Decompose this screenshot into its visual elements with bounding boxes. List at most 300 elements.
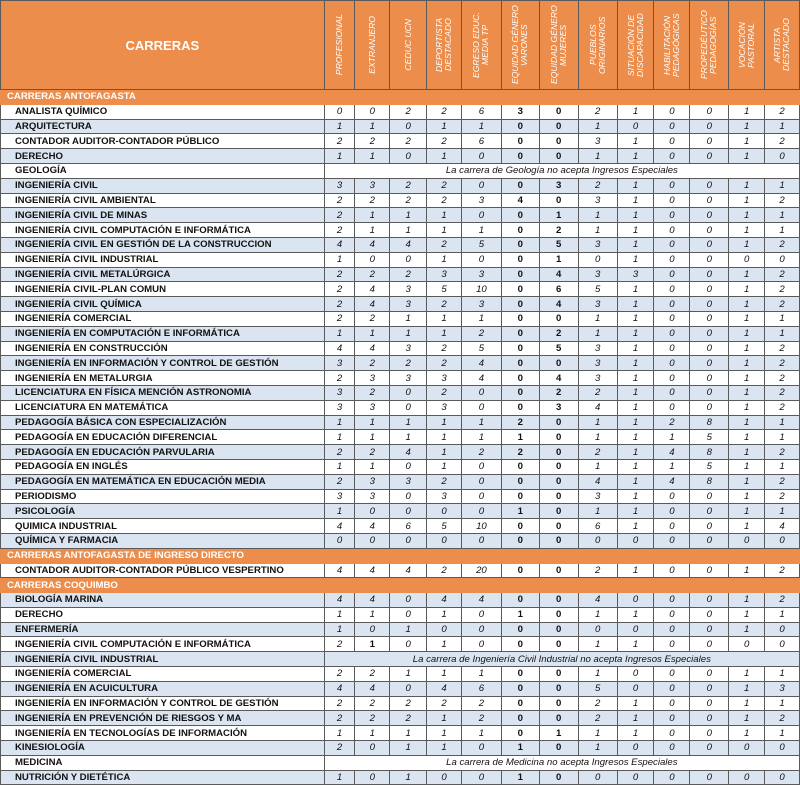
table-cell: 0 xyxy=(729,533,765,548)
table-cell: 6 xyxy=(390,519,427,534)
table-cell: 1 xyxy=(729,504,765,519)
table-cell: 0 xyxy=(501,237,539,252)
table-cell: 0 xyxy=(729,637,765,652)
table-cell: 1 xyxy=(654,430,690,445)
career-name: INGENIERÍA CIVIL COMPUTACIÓN E INFORMÁTICA xyxy=(1,223,325,238)
careers-header: CARRERAS xyxy=(1,1,325,90)
table-cell: 2 xyxy=(324,696,355,711)
table-cell: 0 xyxy=(461,149,501,164)
table-cell: 0 xyxy=(654,696,690,711)
table-cell: 1 xyxy=(427,667,462,682)
table-row xyxy=(1,622,800,637)
table-cell: 0 xyxy=(690,696,729,711)
table-cell: 2 xyxy=(324,267,355,282)
table-cell: 2 xyxy=(324,741,355,756)
table-row xyxy=(1,652,800,667)
table-cell: 1 xyxy=(729,622,765,637)
table-cell: 4 xyxy=(539,371,578,386)
table-row xyxy=(1,770,800,785)
table-cell: 2 xyxy=(427,193,462,208)
table-cell: 1 xyxy=(729,326,765,341)
table-cell: 0 xyxy=(501,311,539,326)
table-cell: 1 xyxy=(501,741,539,756)
career-name: PERIODISMO xyxy=(1,489,325,504)
table-cell: 1 xyxy=(729,696,765,711)
table-cell: 1 xyxy=(617,400,654,415)
table-cell: 0 xyxy=(539,607,578,622)
table-cell: 1 xyxy=(729,474,765,489)
table-cell: 0 xyxy=(501,297,539,312)
table-cell: 0 xyxy=(690,667,729,682)
table-cell: 1 xyxy=(617,282,654,297)
table-cell: 2 xyxy=(765,563,800,578)
table-cell: 1 xyxy=(578,149,617,164)
career-name: ARQUITECTURA xyxy=(1,119,325,134)
table-cell: 1 xyxy=(390,223,427,238)
table-cell: 2 xyxy=(427,356,462,371)
table-cell: 3 xyxy=(617,267,654,282)
table-row xyxy=(1,371,800,386)
table-cell: 0 xyxy=(654,208,690,223)
table-cell: 0 xyxy=(654,519,690,534)
table-cell: 2 xyxy=(765,104,800,119)
table-cell: 1 xyxy=(461,223,501,238)
table-row xyxy=(1,223,800,238)
table-cell: 0 xyxy=(501,593,539,608)
table-cell: 0 xyxy=(617,622,654,637)
table-cell: 1 xyxy=(617,341,654,356)
table-cell: 2 xyxy=(427,341,462,356)
table-cell: 3 xyxy=(427,400,462,415)
table-cell: 2 xyxy=(390,356,427,371)
table-cell: 0 xyxy=(427,770,462,785)
table-cell: 3 xyxy=(324,385,355,400)
table-cell: 2 xyxy=(355,696,390,711)
table-cell: 3 xyxy=(355,178,390,193)
table-cell: 2 xyxy=(324,193,355,208)
table-cell: 3 xyxy=(578,237,617,252)
table-cell: 0 xyxy=(690,622,729,637)
career-name: INGENIERÍA EN PREVENCIÓN DE RIESGOS Y MA xyxy=(1,711,325,726)
table-cell: 1 xyxy=(390,208,427,223)
table-cell: 1 xyxy=(765,459,800,474)
table-cell: 3 xyxy=(324,356,355,371)
table-cell: 2 xyxy=(578,563,617,578)
table-cell: 0 xyxy=(539,459,578,474)
table-cell: 5 xyxy=(461,341,501,356)
table-cell: 1 xyxy=(765,311,800,326)
table-cell: 1 xyxy=(390,726,427,741)
career-name: PEDAGOGÍA EN INGLÉS xyxy=(1,459,325,474)
table-cell: 0 xyxy=(690,607,729,622)
table-cell: 2 xyxy=(324,297,355,312)
table-cell: 3 xyxy=(539,178,578,193)
table-cell: 4 xyxy=(324,593,355,608)
career-name: PEDAGOGÍA EN EDUCACIÓN DIFERENCIAL xyxy=(1,430,325,445)
table-cell: 1 xyxy=(729,400,765,415)
table-cell: 3 xyxy=(578,371,617,386)
table-cell: 0 xyxy=(501,267,539,282)
table-cell: 0 xyxy=(539,104,578,119)
table-cell: 1 xyxy=(539,208,578,223)
career-name: INGENIERÍA EN ACUICULTURA xyxy=(1,681,325,696)
table-cell: 0 xyxy=(501,622,539,637)
career-name: INGENIERÍA CIVIL INDUSTRIAL xyxy=(1,252,325,267)
table-cell: 1 xyxy=(617,711,654,726)
table-cell: 0 xyxy=(690,134,729,149)
table-cell: 0 xyxy=(690,252,729,267)
table-cell: 0 xyxy=(765,741,800,756)
table-cell: 0 xyxy=(427,622,462,637)
table-cell: 1 xyxy=(539,252,578,267)
table-cell: 6 xyxy=(461,134,501,149)
table-cell: 1 xyxy=(765,696,800,711)
table-cell: 3 xyxy=(427,267,462,282)
table-cell: 2 xyxy=(461,696,501,711)
table-cell: 1 xyxy=(355,459,390,474)
table-cell: 2 xyxy=(765,134,800,149)
table-cell: 1 xyxy=(617,356,654,371)
table-cell: 0 xyxy=(501,371,539,386)
table-row xyxy=(1,755,800,770)
column-header-label: ARTISTA DESTACADO xyxy=(772,18,792,72)
table-cell: 4 xyxy=(578,400,617,415)
table-cell: 1 xyxy=(765,178,800,193)
table-cell: 0 xyxy=(461,385,501,400)
table-cell: 0 xyxy=(690,593,729,608)
table-cell: 3 xyxy=(355,400,390,415)
table-cell: 4 xyxy=(355,563,390,578)
column-header-label: PUEBLOS ORIGINARIOS xyxy=(587,16,607,74)
table-cell: 2 xyxy=(765,445,800,460)
career-name: INGENIERÍA CIVIL INDUSTRIAL xyxy=(1,652,325,667)
table-cell: 2 xyxy=(765,297,800,312)
table-cell: 1 xyxy=(617,445,654,460)
table-cell: 2 xyxy=(427,237,462,252)
column-header-label: PROPEDÉUTICO PEDAGOGÍAS xyxy=(699,10,719,80)
table-cell: 4 xyxy=(461,371,501,386)
career-name: INGENIERÍA CIVIL EN GESTIÓN DE LA CONSTRUCCION xyxy=(1,237,325,252)
table-cell: 0 xyxy=(765,637,800,652)
table-cell: 4 xyxy=(324,519,355,534)
table-cell: 0 xyxy=(501,459,539,474)
table-cell: 1 xyxy=(729,667,765,682)
career-note: La carrera de Geología no acepta Ingresos Especiales xyxy=(324,163,799,178)
table-cell: 1 xyxy=(578,459,617,474)
table-cell: 0 xyxy=(654,311,690,326)
table-cell: 0 xyxy=(765,533,800,548)
table-cell: 1 xyxy=(427,741,462,756)
table-cell: 4 xyxy=(390,563,427,578)
table-cell: 1 xyxy=(617,430,654,445)
career-name: QUÍMICA Y FARMACIA xyxy=(1,533,325,548)
table-cell: 0 xyxy=(501,208,539,223)
column-header-label: VOCACIÓN PASTORAL xyxy=(736,22,756,68)
table-cell: 1 xyxy=(765,726,800,741)
table-cell: 0 xyxy=(654,711,690,726)
table-cell: 0 xyxy=(461,208,501,223)
table-cell: 3 xyxy=(390,297,427,312)
table-cell: 2 xyxy=(539,326,578,341)
career-note: La carrera de Ingeniería Civil Industrial no acepta Ingresos Especiales xyxy=(324,652,799,667)
table-cell: 0 xyxy=(461,607,501,622)
table-cell: 4 xyxy=(539,267,578,282)
table-row xyxy=(1,178,800,193)
table-cell: 0 xyxy=(690,371,729,386)
career-name: INGENIERÍA EN METALURGIA xyxy=(1,371,325,386)
table-cell: 4 xyxy=(390,237,427,252)
table-cell: 0 xyxy=(461,504,501,519)
table-cell: 0 xyxy=(690,237,729,252)
table-cell: 1 xyxy=(427,208,462,223)
table-cell: 0 xyxy=(539,119,578,134)
table-cell: 1 xyxy=(501,504,539,519)
table-cell: 0 xyxy=(654,356,690,371)
table-cell: 1 xyxy=(427,726,462,741)
table-cell: 1 xyxy=(617,311,654,326)
table-cell: 1 xyxy=(461,667,501,682)
table-cell: 0 xyxy=(654,149,690,164)
career-name: INGENIERÍA CIVIL AMBIENTAL xyxy=(1,193,325,208)
column-header xyxy=(617,1,654,90)
table-cell: 1 xyxy=(578,667,617,682)
table-cell: 2 xyxy=(765,267,800,282)
table-cell: 0 xyxy=(617,741,654,756)
table-cell: 1 xyxy=(729,341,765,356)
table-cell: 0 xyxy=(539,563,578,578)
table-cell: 0 xyxy=(539,667,578,682)
career-name: INGENIERÍA EN CONSTRUCCIÓN xyxy=(1,341,325,356)
career-name: KINESIOLOGÍA xyxy=(1,741,325,756)
table-cell: 3 xyxy=(324,489,355,504)
career-name: INGENIERÍA EN INFORMACIÓN Y CONTROL DE GESTIÓN xyxy=(1,356,325,371)
table-cell: 1 xyxy=(501,430,539,445)
table-row xyxy=(1,134,800,149)
table-cell: 0 xyxy=(390,533,427,548)
table-cell: 0 xyxy=(690,326,729,341)
career-name: INGENIERÍA EN TECNOLOGÍAS DE INFORMACIÓN xyxy=(1,726,325,741)
table-cell: 2 xyxy=(390,104,427,119)
table-cell: 1 xyxy=(355,326,390,341)
table-cell: 2 xyxy=(765,385,800,400)
career-name: NUTRICIÓN Y DIETÉTICA xyxy=(1,770,325,785)
table-cell: 1 xyxy=(729,445,765,460)
table-body xyxy=(1,90,800,785)
column-header-label: EQUIDAD GÉNERO MUJERES xyxy=(548,5,568,85)
table-cell: 1 xyxy=(765,119,800,134)
table-cell: 0 xyxy=(539,741,578,756)
table-cell: 0 xyxy=(690,311,729,326)
table-cell: 1 xyxy=(324,770,355,785)
table-cell: 1 xyxy=(390,667,427,682)
table-row xyxy=(1,637,800,652)
career-name: QUIMICA INDUSTRIAL xyxy=(1,519,325,534)
table-cell: 2 xyxy=(390,696,427,711)
career-name: LICENCIATURA EN MATEMÁTICA xyxy=(1,400,325,415)
table-cell: 0 xyxy=(539,489,578,504)
section-row xyxy=(1,578,800,593)
table-cell: 2 xyxy=(765,371,800,386)
table-cell: 2 xyxy=(765,341,800,356)
table-cell: 0 xyxy=(539,311,578,326)
table-cell: 0 xyxy=(390,119,427,134)
table-cell: 0 xyxy=(690,519,729,534)
table-cell: 0 xyxy=(539,504,578,519)
table-cell: 2 xyxy=(324,474,355,489)
table-cell: 1 xyxy=(390,741,427,756)
table-cell: 0 xyxy=(501,726,539,741)
table-row xyxy=(1,237,800,252)
table-cell: 0 xyxy=(501,341,539,356)
table-cell: 1 xyxy=(729,726,765,741)
table-cell: 0 xyxy=(690,637,729,652)
career-name: INGENIERÍA EN COMPUTACIÓN E INFORMÁTICA xyxy=(1,326,325,341)
table-cell: 1 xyxy=(729,237,765,252)
table-cell: 0 xyxy=(355,252,390,267)
table-cell: 0 xyxy=(690,533,729,548)
table-row xyxy=(1,297,800,312)
table-cell: 0 xyxy=(654,489,690,504)
table-row xyxy=(1,267,800,282)
table-cell: 1 xyxy=(539,726,578,741)
table-cell: 0 xyxy=(390,681,427,696)
table-row xyxy=(1,193,800,208)
table-cell: 1 xyxy=(324,119,355,134)
table-cell: 2 xyxy=(324,667,355,682)
career-name: INGENIERÍA CIVIL METALÚRGICA xyxy=(1,267,325,282)
table-cell: 0 xyxy=(539,474,578,489)
table-cell: 1 xyxy=(390,311,427,326)
table-cell: 1 xyxy=(765,607,800,622)
table-row xyxy=(1,326,800,341)
table-cell: 0 xyxy=(690,178,729,193)
career-name: INGENIERÍA CIVIL-PLAN COMUN xyxy=(1,282,325,297)
table-cell: 0 xyxy=(654,385,690,400)
table-cell: 1 xyxy=(578,119,617,134)
table-cell: 0 xyxy=(390,607,427,622)
table-cell: 2 xyxy=(390,178,427,193)
table-cell: 8 xyxy=(690,415,729,430)
table-cell: 3 xyxy=(501,104,539,119)
table-cell: 1 xyxy=(578,223,617,238)
table-cell: 1 xyxy=(427,711,462,726)
table-row xyxy=(1,741,800,756)
table-cell: 1 xyxy=(765,208,800,223)
table-cell: 1 xyxy=(617,193,654,208)
table-cell: 1 xyxy=(729,593,765,608)
table-cell: 0 xyxy=(390,400,427,415)
table-cell: 2 xyxy=(578,178,617,193)
table-cell: 0 xyxy=(390,637,427,652)
table-cell: 0 xyxy=(654,667,690,682)
table-row xyxy=(1,430,800,445)
table-cell: 1 xyxy=(729,459,765,474)
table-cell: 0 xyxy=(501,326,539,341)
table-cell: 1 xyxy=(427,252,462,267)
career-name: CONTADOR AUDITOR-CONTADOR PÚBLICO VESPERTINO xyxy=(1,563,325,578)
table-cell: 2 xyxy=(324,637,355,652)
table-cell: 1 xyxy=(578,607,617,622)
table-cell: 0 xyxy=(654,741,690,756)
table-row xyxy=(1,489,800,504)
table-cell: 1 xyxy=(461,311,501,326)
table-cell: 1 xyxy=(617,208,654,223)
table-cell: 2 xyxy=(427,104,462,119)
table-cell: 5 xyxy=(427,282,462,297)
table-cell: 1 xyxy=(729,311,765,326)
column-header-label: EGRESO EDUC. MEDIA TP xyxy=(471,12,491,78)
table-row xyxy=(1,341,800,356)
table-cell: 2 xyxy=(427,134,462,149)
table-cell: 2 xyxy=(765,193,800,208)
table-cell: 3 xyxy=(578,356,617,371)
table-cell: 3 xyxy=(578,341,617,356)
table-cell: 0 xyxy=(578,533,617,548)
table-cell: 1 xyxy=(617,696,654,711)
table-cell: 1 xyxy=(324,415,355,430)
table-cell: 0 xyxy=(501,282,539,297)
table-cell: 1 xyxy=(617,474,654,489)
table-cell: 0 xyxy=(539,149,578,164)
table-cell: 0 xyxy=(461,741,501,756)
career-name: INGENIERÍA COMERCIAL xyxy=(1,667,325,682)
column-header xyxy=(355,1,390,90)
table-cell: 0 xyxy=(690,726,729,741)
table-cell: 5 xyxy=(578,282,617,297)
table-cell: 1 xyxy=(729,489,765,504)
table-cell: 0 xyxy=(690,208,729,223)
table-cell: 1 xyxy=(324,430,355,445)
table-cell: 0 xyxy=(390,459,427,474)
table-cell: 0 xyxy=(654,371,690,386)
table-cell: 10 xyxy=(461,519,501,534)
column-header-label: SITUACIÓN DE DISCAPACIDAD xyxy=(625,13,645,77)
table-cell: 0 xyxy=(539,770,578,785)
table-row xyxy=(1,445,800,460)
table-cell: 0 xyxy=(690,149,729,164)
section-label: CARRERAS ANTOFAGASTA DE INGRESO DIRECTO xyxy=(1,548,800,563)
column-header xyxy=(324,1,355,90)
table-cell: 2 xyxy=(324,445,355,460)
table-cell: 0 xyxy=(654,237,690,252)
career-name: DERECHO xyxy=(1,149,325,164)
table-cell: 0 xyxy=(617,119,654,134)
table-cell: 4 xyxy=(355,519,390,534)
table-cell: 0 xyxy=(654,593,690,608)
table-cell: 3 xyxy=(324,400,355,415)
table-cell: 2 xyxy=(324,711,355,726)
table-cell: 0 xyxy=(539,356,578,371)
table-cell: 0 xyxy=(578,252,617,267)
table-cell: 0 xyxy=(501,474,539,489)
table-cell: 1 xyxy=(578,311,617,326)
table-cell: 4 xyxy=(427,593,462,608)
table-cell: 1 xyxy=(729,297,765,312)
table-cell: 1 xyxy=(617,326,654,341)
table-cell: 0 xyxy=(654,252,690,267)
table-cell: 0 xyxy=(690,267,729,282)
table-cell: 0 xyxy=(390,489,427,504)
table-cell: 2 xyxy=(461,445,501,460)
table-cell: 1 xyxy=(461,726,501,741)
table-cell: 2 xyxy=(324,282,355,297)
table-cell: 2 xyxy=(765,237,800,252)
table-cell: 1 xyxy=(390,415,427,430)
table-cell: 0 xyxy=(617,593,654,608)
table-cell: 0 xyxy=(654,681,690,696)
table-cell: 0 xyxy=(690,223,729,238)
table-cell: 0 xyxy=(390,149,427,164)
